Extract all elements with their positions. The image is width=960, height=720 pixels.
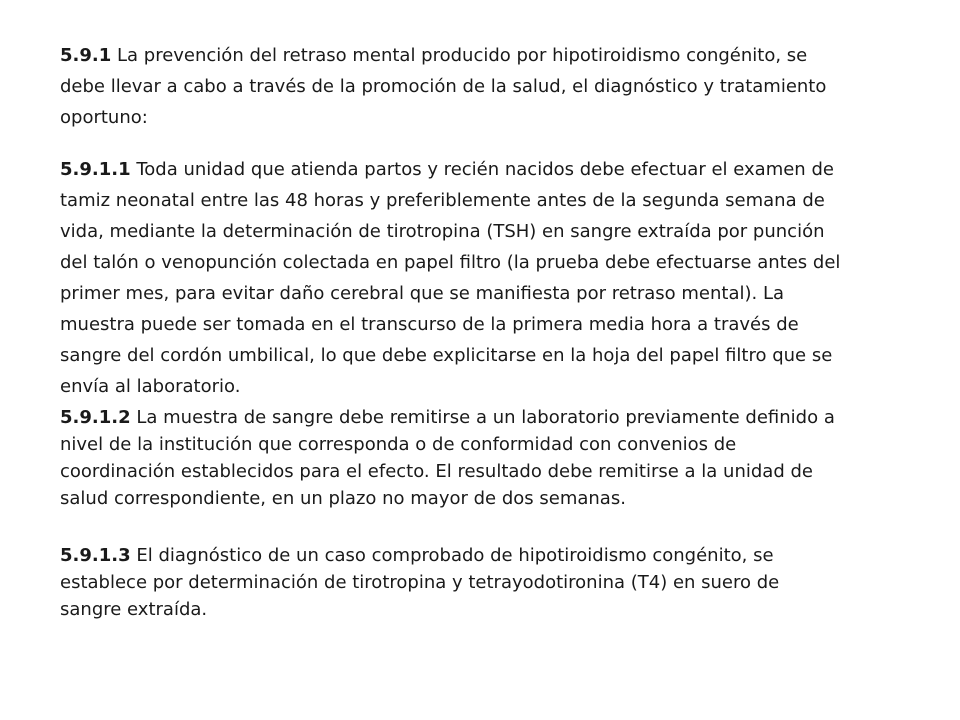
paragraph-line	[60, 542, 900, 569]
paragraph-5-9-1-3	[60, 542, 900, 623]
paragraph-line: vida, mediante la determinación de tirotropina (TSH) en sangre extraída por punción	[60, 221, 825, 242]
paragraph-line: salud correspondiente, en un plazo no mayor de dos semanas.	[60, 488, 626, 509]
section-number: 5.9.1.1	[60, 159, 131, 180]
line-text: La prevención del retraso mental producido por hipotiroidismo congénito, se	[116, 45, 808, 66]
paragraph-5-9-1	[60, 40, 900, 133]
line-text: Toda unidad que atienda partos y recién nacidos debe efectuar el examen de	[136, 159, 834, 180]
paragraph-line: sangre extraída.	[60, 599, 208, 620]
line-text: El diagnóstico de un caso comprobado de hipotiroidismo congénito, se	[136, 545, 774, 566]
paragraph-line: sangre del cordón umbilical, lo que debe explicitarse en la hoja del papel filtro que se	[60, 345, 833, 366]
line-text: La muestra de sangre debe remitirse a un laboratorio previamente definido a	[136, 407, 835, 428]
paragraph-line: debe llevar a cabo a través de la promoción de la salud, el diagnóstico y tratamiento	[60, 76, 827, 97]
section-number: 5.9.1	[60, 45, 112, 66]
paragraph-line: oportuno:	[60, 107, 148, 128]
paragraph-line: nivel de la institución que corresponda o de conformidad con convenios de	[60, 434, 737, 455]
paragraph-line: coordinación establecidos para el efecto. El resultado debe remitirse a la unidad de	[60, 461, 813, 482]
paragraph-5-9-1-1	[60, 154, 900, 402]
paragraph-5-9-1-2	[60, 404, 900, 512]
section-number: 5.9.1.2	[60, 407, 131, 428]
paragraph-line: muestra puede ser tomada en el transcurso de la primera media hora a través de	[60, 314, 799, 335]
paragraph-line: primer mes, para evitar daño cerebral que se manifiesta por retraso mental). La	[60, 283, 785, 304]
section-number: 5.9.1.3	[60, 545, 131, 566]
paragraph-line	[60, 154, 900, 185]
paragraph-line: tamiz neonatal entre las 48 horas y preferiblemente antes de la segunda semana de	[60, 190, 825, 211]
paragraph-line	[60, 40, 900, 71]
paragraph-line: envía al laboratorio.	[60, 376, 241, 397]
paragraph-line: establece por determinación de tirotropina y tetrayodotironina (T4) en suero de	[60, 572, 780, 593]
paragraph-line: del talón o venopunción colectada en papel filtro (la prueba debe efectuarse antes del	[60, 252, 841, 273]
paragraph-line	[60, 404, 900, 431]
